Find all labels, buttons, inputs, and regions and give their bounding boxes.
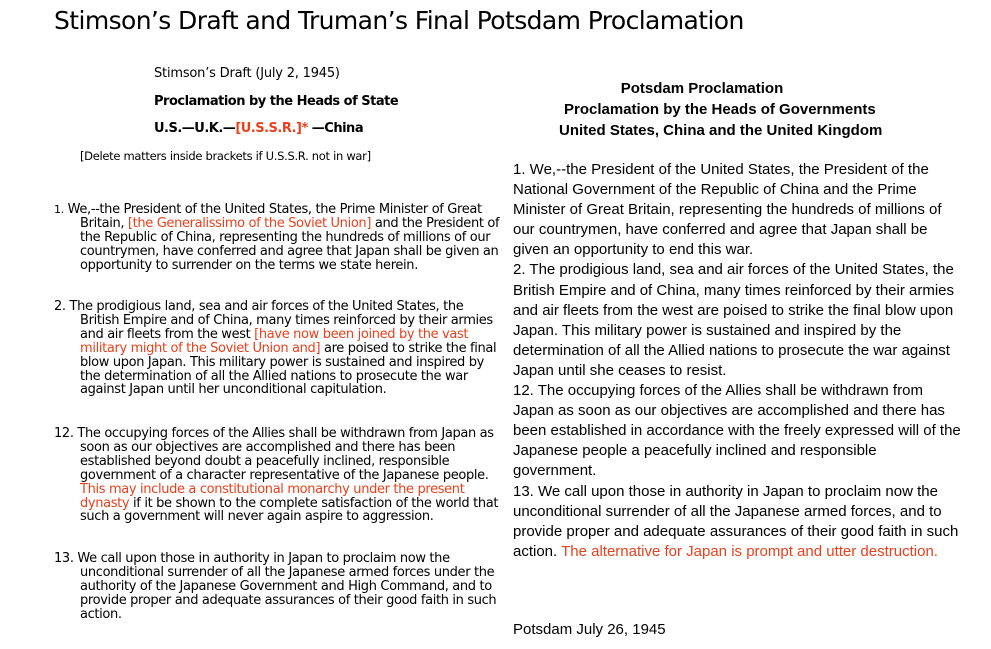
final-p13-highlight: The alternative for Japan is prompt and utter destruction. — [561, 542, 938, 560]
draft-paragraph-2 — [54, 300, 505, 397]
final-paragraph-2: 2. The prodigious land, sea and air forces of the United States, the British Empire and of China, many times reinforced by their armies and air fleets from the west are poised to strike the final blow upon Japan. This military power is sustained and inspired by the determination of all the Allied nations to prosecute the war against Japan until she ceases to resist. — [513, 261, 955, 379]
draft-p1-text-a: We,--the President of the United States, the Prime Minister of Great Britain, — [63, 202, 482, 231]
draft-parties-bracket: [U.S.S.R.]* — [235, 121, 308, 136]
draft-p12-text-a: 12. The occupying forces of the Allies shall be withdrawn from Japan as soon as our objectives are accomplished and there has been established beyond doubt a peacefully inclined, responsible government of a character representative of the Japanese people. — [54, 426, 494, 483]
final-body — [513, 160, 963, 562]
draft-p12-highlight: This may include a constitutional monarchy under the present dynasty — [80, 481, 465, 511]
draft-parties-a: U.S.—U.K.— — [154, 121, 236, 136]
draft-heading: Proclamation by the Heads of State — [154, 94, 399, 109]
final-paragraph-1: 1. We,--the President of the United States, the President of the National Government of the Republic of China and the Prime Minister of Great Britain, representing the hundreds of millions of our countrymen, have conferred and agree that Japan shall be given an opportunity to end this war. — [513, 161, 942, 259]
page-title: Stimson’s Draft and Truman’s Final Potsdam Proclamation — [54, 6, 744, 35]
draft-paragraph-12 — [54, 427, 505, 524]
final-paragraph-13 — [513, 482, 963, 562]
draft-p1-bracket: [the Generalissimo of the Soviet Union] — [127, 215, 372, 231]
draft-parties-b: —China — [307, 121, 364, 136]
final-subheading: Proclamation by the Heads of Governments — [564, 101, 876, 118]
draft-p1-text-b: and the President of the Republic of China, representing the hundreds of millions of our countrymen, have conferred and agree that Japan shall be given an opportunity to surrender on the terms we state herein. — [80, 215, 500, 273]
draft-p2-text-a: 2. The prodigious land, sea and air forces of the United States, the British Empire and of China, many times reinforced by their armies and air fleets from the west — [54, 299, 493, 342]
draft-subtitle: Stimson’s Draft (July 2, 1945) — [154, 66, 340, 81]
draft-paragraph-13: 13. We call upon those in authority in Japan to proclaim now the unconditional surrender of all the Japanese armed forces under the authority of the Japanese Government and High Command, and to provide proper and adequate assurances of their good faith in such action. — [54, 551, 497, 622]
draft-p12-text-b: if it be shown to the complete satisfaction of the world that such a government will never again aspire to aggression. — [80, 495, 499, 525]
draft-parties — [154, 121, 363, 136]
final-date: Potsdam July 26, 1945 — [513, 621, 666, 638]
draft-p2-text-b: are poised to strike the final blow upon Japan. This military power is sustained and inspired by the determination of all the Allied nations to prosecute the war against Japan until her unconditional capitulation. — [80, 340, 497, 398]
draft-p2-bracket: [have now been joined by the vast military might of the Soviet Union and] — [80, 326, 469, 356]
final-paragraph-12: 12. The occupying forces of the Allies shall be withdrawn from Japan as soon as our objectives are accomplished and there has been established in accordance with the freely expressed will of the Japanese people a peacefully inclined and responsible government. — [513, 382, 961, 480]
draft-paragraph-1 — [54, 203, 505, 273]
draft-note: [Delete matters inside brackets if U.S.S.R. not in war] — [80, 149, 371, 163]
final-heading: Potsdam Proclamation — [620, 80, 784, 97]
draft-p1-number: 1. — [54, 203, 64, 216]
final-parties: United States, China and the United Kingdom — [559, 122, 883, 139]
final-p13-text: 13. We call upon those in authority in Japan to proclaim now the unconditional surrender of all the Japanese armed forces, and to provide proper and adequate assurances of their good faith in such action. — [513, 482, 959, 560]
